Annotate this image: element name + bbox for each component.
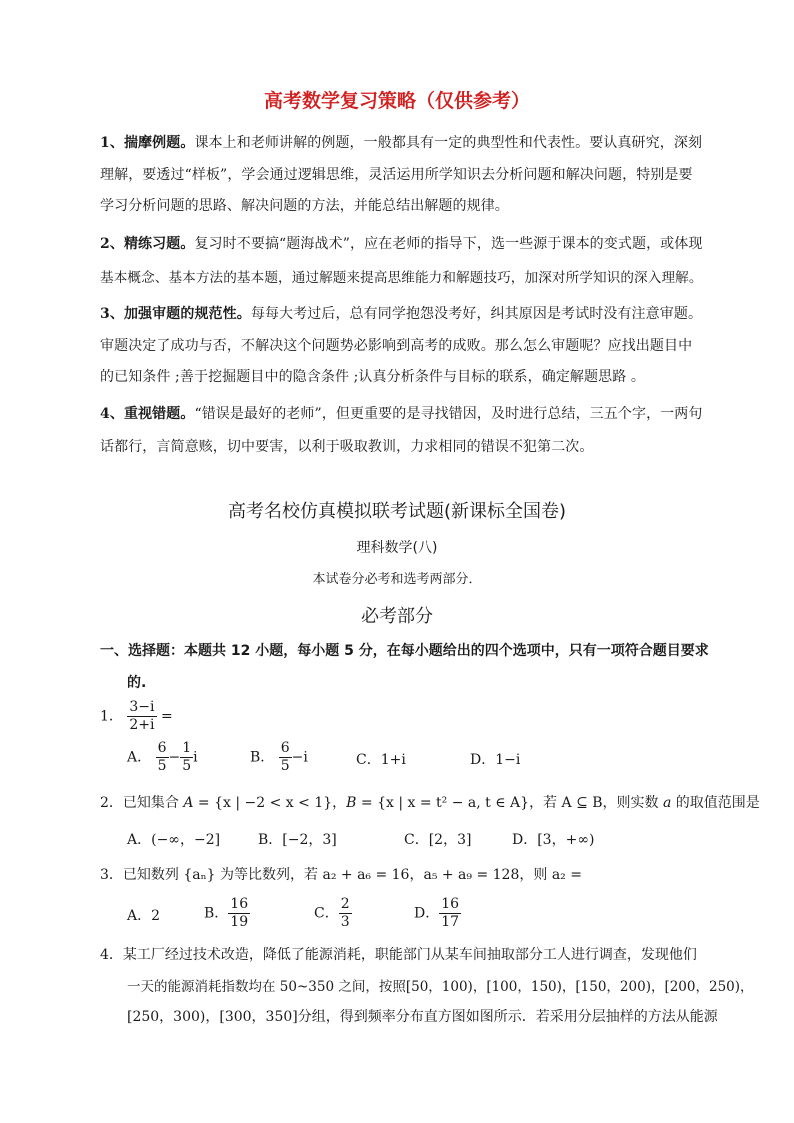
tips-title: 高考数学复习策略（仅供参考） (263, 90, 530, 112)
tip-2-heading: 2、精练习题。 (100, 236, 195, 252)
tip-2-line-1: 2、精练习题。复习时不要搞“题海战术”，应在老师的指导下，选一些源于课本的变式题，或体现 (100, 236, 703, 252)
tip-3-line-2: 审题决定了成功与否，不解决这个问题势必影响到高考的成败。那么怎么审题呢？应找出题目中 (100, 338, 693, 354)
q1-option-c: C．1+i (356, 752, 406, 768)
question-4-line-3: [250，300)，[300，350]分组，得到频率分布直方图如图所示．若采用分层抽样的方法从能源 (127, 1009, 718, 1025)
question-2-stem: 2．已知集合 A = {x | −2 < x < 1}，B = {x | x = t² − a, t ∈ A}，若 A ⊆ B，则实数 a 的取值范围是 (100, 795, 760, 811)
exam-note: 本试卷分必考和选考两部分． (312, 572, 482, 587)
question-1-stem: 1． $\frac{3-i}{2+i}$ = (100, 699, 173, 733)
tip-2-line-2: 基本概念、基本方法的基本题，通过解题来提高思维能力和解题技巧，加深对所学知识的深入理解。 (100, 270, 703, 286)
tip-1-line-2: 理解，要透过“样板”，学会通过逻辑思维，灵活运用所学知识去分析问题和解决问题，特别是要 (100, 167, 693, 183)
question-4-line-2: 一天的能源消耗指数均在 50~350 之间，按照[50，100)，[100，150)，[150，200)，[200，250)， (127, 979, 754, 995)
tip-4-line-1: 4、重视错题。“错误是最好的老师”，但更重要的是寻找错因，及时进行总结，三五个字，一两句 (100, 406, 703, 422)
tip-4-heading: 4、重视错题。 (100, 406, 195, 422)
tip-4-line-2: 话都行，言简意赅，切中要害，以利于吸取教训，力求相同的错误不犯第二次。 (100, 439, 594, 455)
exam-title: 高考名校仿真模拟联考试题(新课标全国卷) (227, 501, 567, 522)
tip-3-line-1: 3、加强审题的规范性。每每大考过后，总有同学抱怨没考好，纠其原因是考试时没有注意审题。 (100, 306, 703, 322)
exam-subtitle: 理科数学(八) (356, 540, 438, 556)
q2-option-b: B．[−2，3] (258, 832, 337, 848)
q2-option-c: C．[2，3] (404, 832, 472, 848)
q3-option-d: D． $\frac{16}{17}$ (414, 896, 460, 930)
q1-fraction: $\frac{3-i}{2+i}$ (129, 699, 155, 733)
q3-option-b: B． $\frac{16}{19}$ (204, 896, 249, 930)
question-3-stem: 3．已知数列 {aₙ} 为等比数列，若 a₂ + a₆ = 16，a₅ + a₉ = 128，则 a₂ = (100, 867, 582, 883)
tip-1-line-3: 学习分析问题的思路、解决问题的方法，并能总结出解题的规律。 (100, 198, 509, 214)
part-heading-cont: 的. (127, 675, 147, 691)
q1-option-a: A． $\frac{6}{5}$ − $\frac{1}{5}$ i (127, 740, 198, 774)
tip-3-heading: 3、加强审题的规范性。 (100, 306, 251, 322)
question-4-line-1: 4．某工厂经过技术改造，降低了能源消耗，职能部门从某车间抽取部分工人进行调查，发现他们 (100, 947, 697, 963)
q1-option-d: D．1−i (470, 752, 521, 768)
q2-option-a: A．(−∞，−2] (127, 832, 221, 848)
tip-3-line-3: 的已知条件 ;善于挖掘题目中的隐含条件 ;认真分析条件与目标的联系，确定解题思路 。 (100, 369, 645, 385)
q2-option-d: D．[3，+∞) (512, 832, 595, 848)
q1-option-b: B． $\frac{6}{5}$ −i (250, 740, 308, 774)
q3-option-a: A．2 (127, 908, 161, 924)
section-title: 必考部分 (361, 606, 433, 627)
part-heading: 一、选择题：本题共 12 小题，每小题 5 分，在每小题给出的四个选项中，只有一项符合题目要求 (100, 643, 709, 659)
tip-1-line-1: 1、揣摩例题。课本上和老师讲解的例题，一般都具有一定的典型性和代表性。要认真研究，深刻 (100, 135, 703, 151)
q3-option-c: C． $\frac{2}{3}$ (314, 896, 350, 930)
tip-1-heading: 1、揣摩例题。 (100, 135, 195, 151)
